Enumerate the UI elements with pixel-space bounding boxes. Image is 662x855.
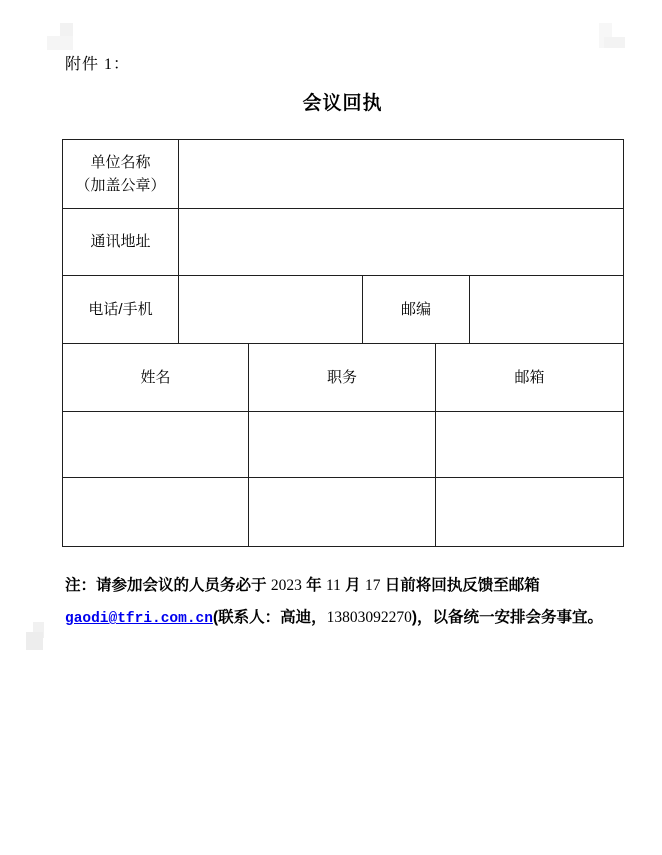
note-text: 日前将回执反馈至邮箱 (380, 577, 540, 594)
name-header-cell: 姓名 (63, 344, 249, 412)
note-number: 13803092270 (326, 609, 412, 626)
unit-name-label-line2: （加盖公章） (75, 177, 166, 194)
attendee-email-cell (436, 478, 624, 547)
note-paragraph (65, 570, 608, 635)
attendee-title-cell (249, 478, 436, 547)
note-text: )，以备统一安排会务事宜。 (411, 609, 604, 626)
reply-form-table (62, 139, 624, 547)
attendee-row (63, 412, 624, 478)
phone-input-cell (179, 276, 363, 344)
address-label-cell: 通讯地址 (63, 209, 179, 276)
scan-artifact (47, 36, 73, 50)
phone-label-cell: 电话/手机 (63, 276, 179, 344)
attendee-name-cell (63, 412, 249, 478)
email-link[interactable]: gaodi@tfri.com.cn (65, 611, 213, 627)
table-row (63, 209, 624, 276)
note-text: 月 (340, 577, 365, 594)
scan-artifact (604, 37, 625, 48)
note-text: 注：请参加会议的人员务必于 (65, 577, 271, 594)
note-text: 年 (301, 577, 326, 594)
attendee-email-cell (436, 412, 624, 478)
table-row (63, 140, 624, 209)
note-text: (联系人：高迪， (212, 609, 327, 626)
title-header-cell: 职务 (249, 344, 436, 412)
address-input-cell (179, 209, 624, 276)
note-number: 17 (365, 577, 381, 594)
attendee-name-cell (63, 478, 249, 547)
scan-artifact (26, 632, 43, 650)
table-header-row (63, 344, 624, 412)
email-header-cell: 邮箱 (436, 344, 624, 412)
attendee-row (63, 478, 624, 547)
unit-name-label-cell (63, 140, 179, 209)
page-title: 会议回执 (302, 93, 383, 114)
unit-name-label-line1: 单位名称 (90, 153, 151, 171)
postcode-label-cell: 邮编 (363, 276, 470, 344)
note-number: 11 (325, 577, 341, 594)
attachment-label: 附件 1： (65, 56, 131, 73)
postcode-input-cell (470, 276, 624, 344)
table-row (63, 276, 624, 344)
attendee-title-cell (249, 412, 436, 478)
note-number: 2023 (270, 577, 302, 594)
unit-name-input-cell (179, 140, 624, 209)
